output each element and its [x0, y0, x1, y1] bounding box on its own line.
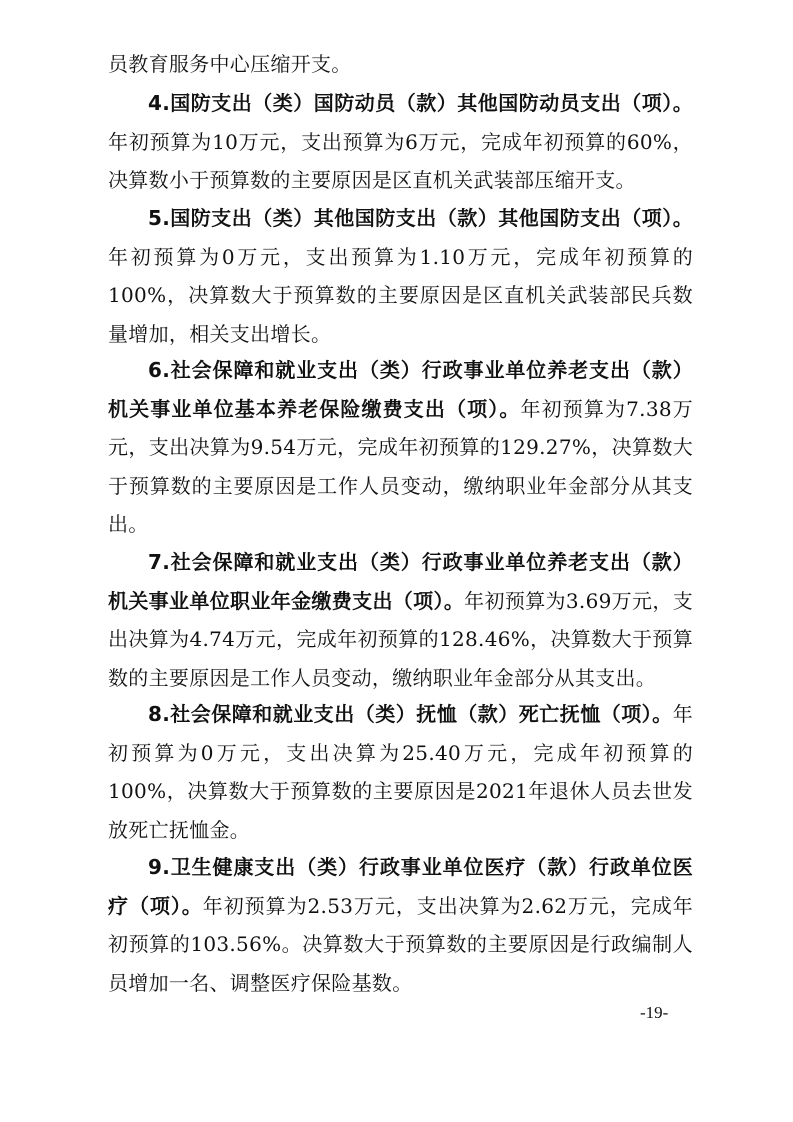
item-9-paragraph: [108, 848, 693, 1002]
item-4-body: 年初预算为10万元，支出预算为6万元，完成年初预算的60%，决算数小于预算数的主要原因是区直机关武装部压缩开支。: [108, 129, 693, 193]
page-number: -19-: [640, 1003, 669, 1022]
item-6-body: 年初预算为7.38万元，支出决算为9.54万元，完成年初预算的129.27%，决算数大于预算数的主要原因是工作人员变动，缴纳职业年金部分从其支出。: [108, 396, 694, 537]
item-5-body: 年初预算为0万元，支出预算为1.10万元，完成年初预算的100%，决算数大于预算数的主要原因是区直机关武装部民兵数量增加，相关支出增长。: [108, 244, 693, 346]
item-9-heading: 9.卫生健康支出（类）行政事业单位医疗（款）行政单位医疗（项）。: [108, 855, 693, 918]
continued-paragraph: [108, 45, 693, 84]
item-8-heading: 8.社会保障和就业支出（类）抚恤（款）死亡抚恤（项）。: [148, 702, 673, 726]
item-8-body: 年初预算为0万元，支出决算为25.40万元，完成年初预算的100%，决算数大于预算数的主要原因是2021年退休人员去世发放死亡抚恤金。: [108, 702, 693, 842]
item-6-paragraph: [108, 351, 693, 544]
item-7-body: 年初预算为3.69万元，支出决算为4.74万元，完成年初预算的128.46%，决算数大于预算数的主要原因是工作人员变动，缴纳职业年金部分从其支出。: [108, 588, 693, 690]
item-4-paragraph: [108, 84, 693, 200]
item-5-paragraph: [108, 199, 693, 353]
continued-text: 员教育服务中心压缩开支。: [108, 52, 352, 76]
item-6-heading: 6.社会保障和就业支出（类）行政事业单位养老支出（款）机关事业单位基本养老保险缴费支出（项）。: [108, 358, 693, 421]
item-5-heading: 5.国防支出（类）其他国防支出（款）其他国防支出（项）。: [148, 206, 693, 230]
item-4-heading: 4.国防支出（类）国防动员（款）其他国防动员支出（项）。: [148, 91, 693, 115]
item-7-heading: 7.社会保障和就业支出（类）行政事业单位养老支出（款）机关事业单位职业年金缴费支出（项）。: [108, 550, 693, 613]
item-7-paragraph: [108, 543, 693, 697]
item-9-body: 年初预算为2.53万元，支出决算为2.62万元，完成年初预算的103.56%。决算数大于预算数的主要原因是行政编制人员增加一名、调整医疗保险基数。: [108, 893, 693, 995]
item-8-paragraph: [108, 695, 693, 849]
